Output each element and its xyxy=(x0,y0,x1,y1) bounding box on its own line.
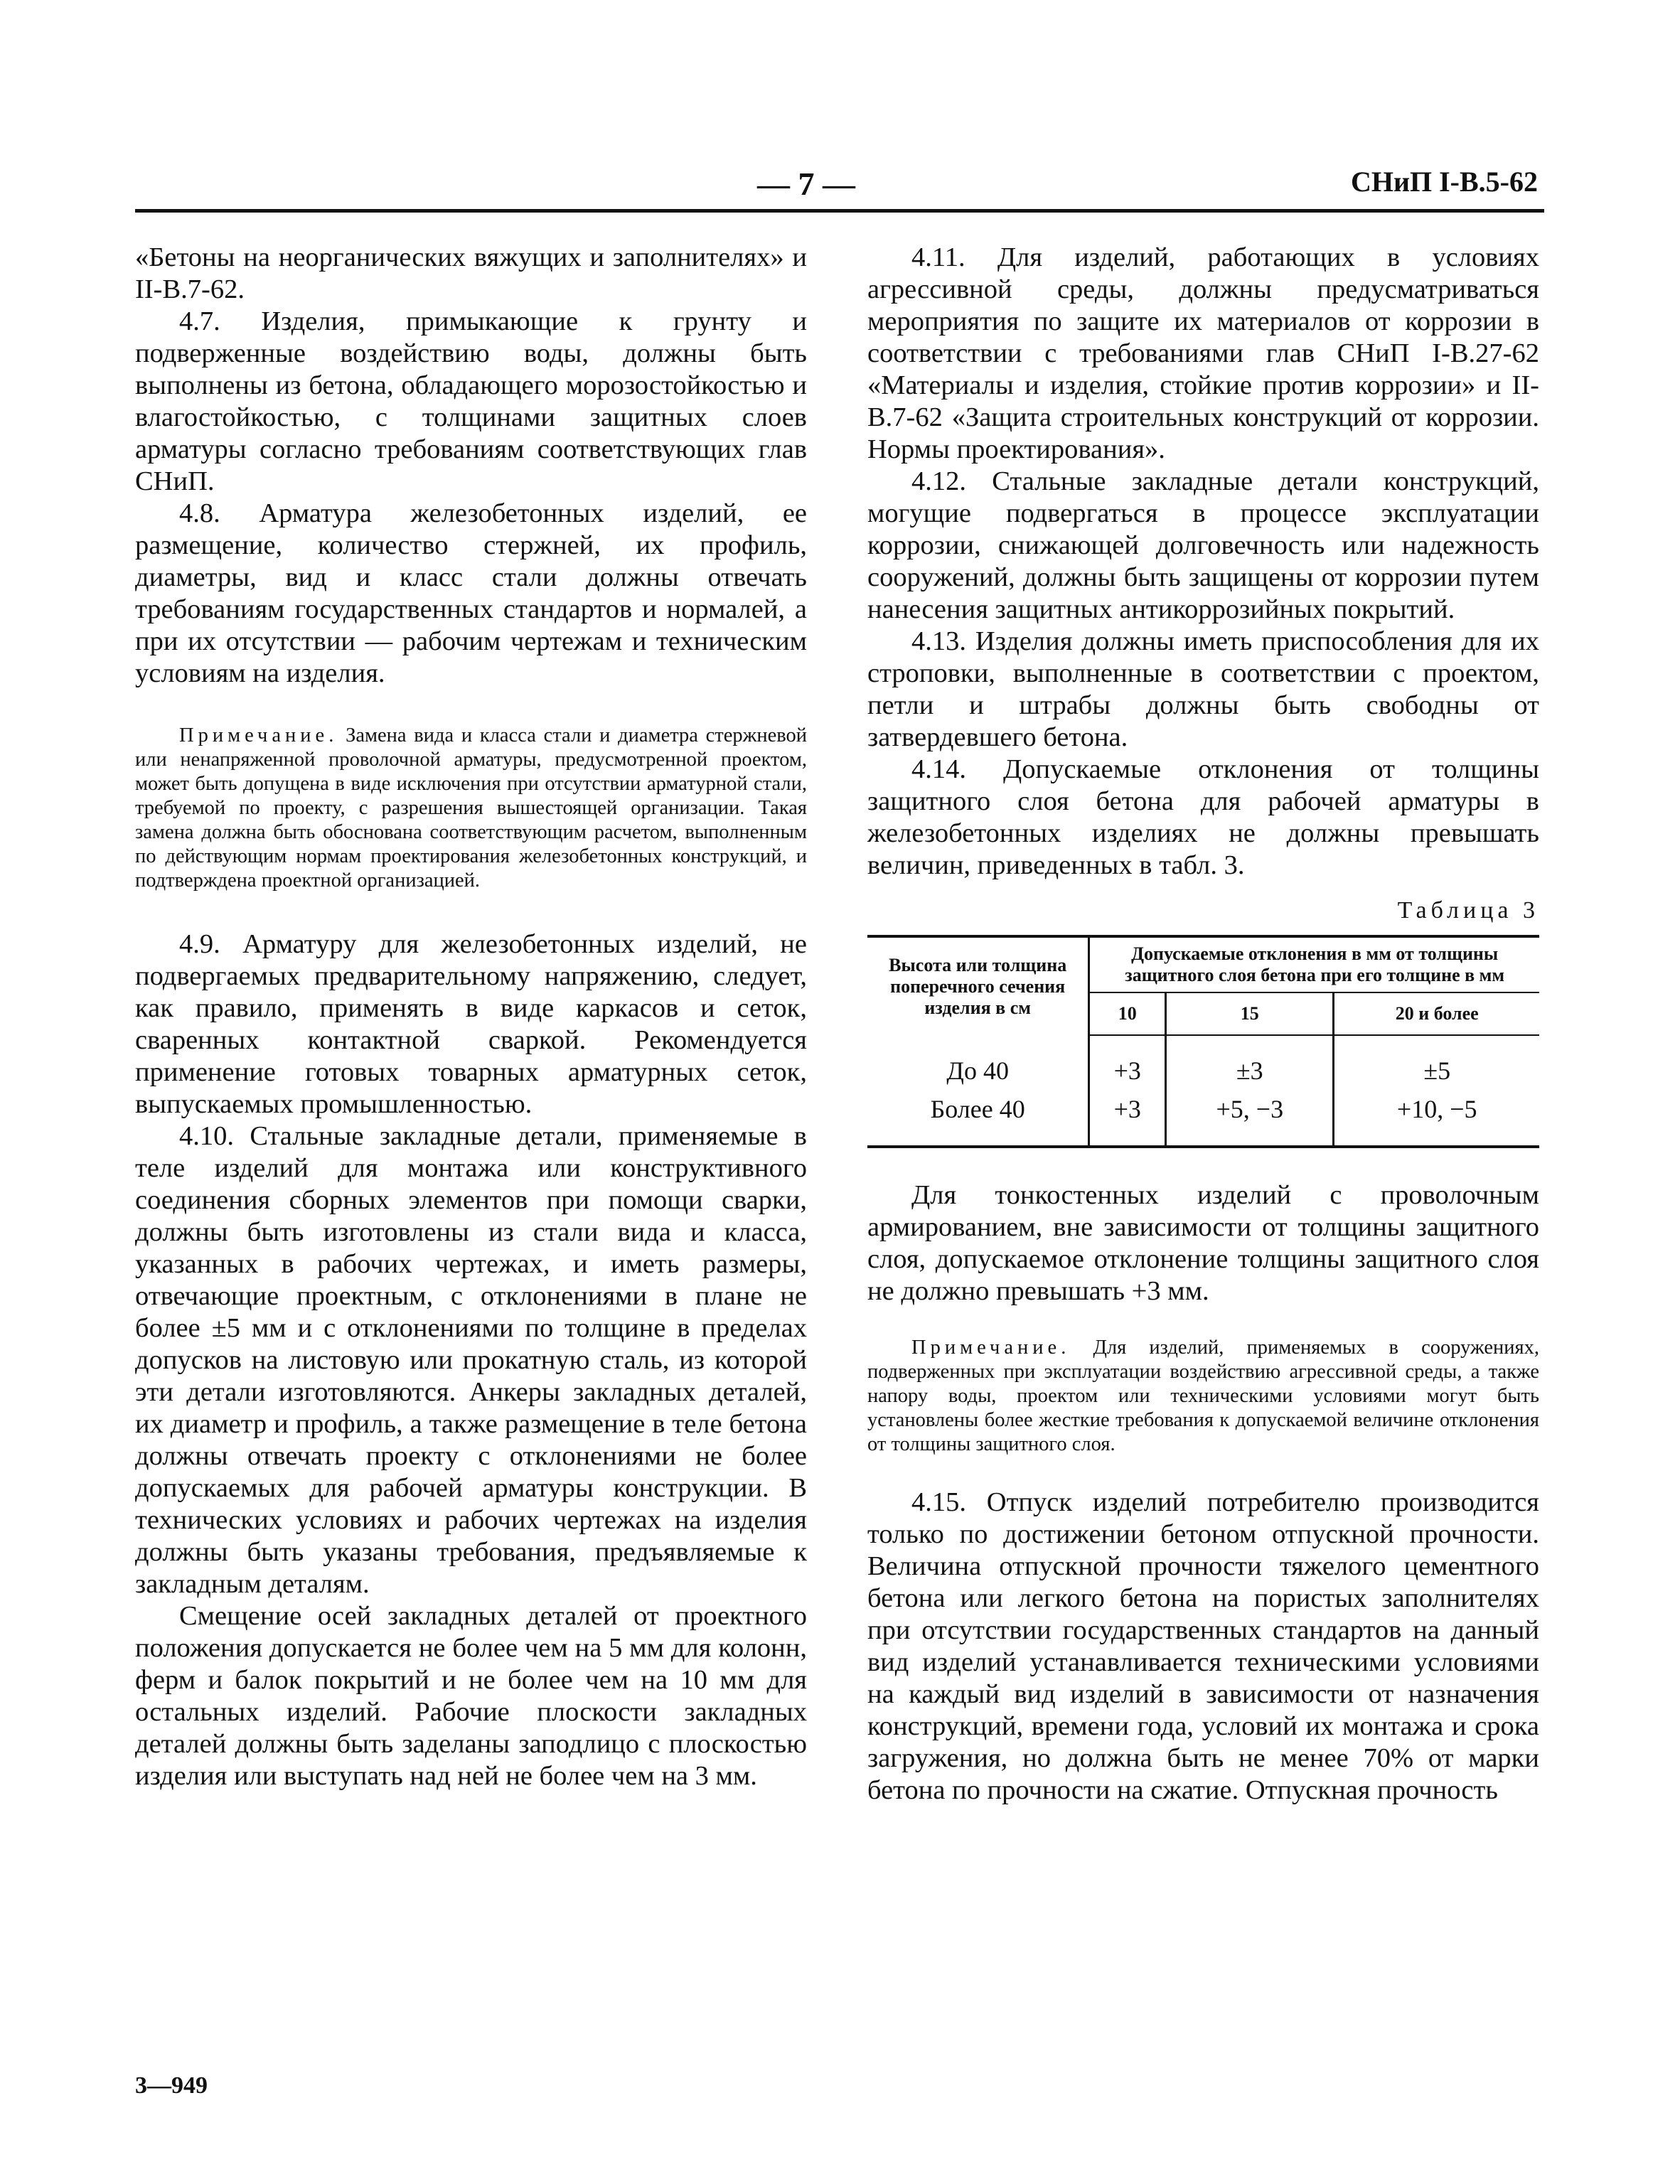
right-column xyxy=(867,242,1539,1806)
note-text: Для изделий, применяемых в сооружениях, подверженных при эксплуатации воздействию агрессивной среды, а также напору воды, проектом или техническими условиями могут быть установлены более жесткие требования к допускаемой величине отклонения от толщины защитного слоя. xyxy=(867,1337,1539,1455)
document-code: СНиП I-В.5-62 xyxy=(1350,166,1538,198)
paragraph-4-8: 4.8. Арматура железобетонных изделий, ее размещение, количество стержней, их профиль, диаметры, вид и класс стали должны отвечать требованиям государственных стандартов и нормалей, а при их отсутствии — рабочим чертежам и техническим условиям на изделия. xyxy=(135,498,807,688)
table-title: Таблица 3 xyxy=(1397,897,1539,924)
table-cell: +10, −5 xyxy=(1334,1090,1539,1147)
table-col-header: 10 xyxy=(1089,992,1166,1035)
paragraph-4-10: 4.10. Стальные закладные детали, применяемые в теле изделий для монтажа или конструктивного соединения сборных элементов при помощи сварки, должны быть изготовлены из стали вида и класса, указанных в рабочих чертежах, и иметь размеры, отвечающие проектным, с отклонениями в плане не более ±5 мм и с отклонениями по толщине в пределах допусков на листовую или прокатную сталь, из которой эти детали изготовляются. Анкеры закладных деталей, их диаметр и профиль, а также размещение в теле бетона должны отвечать проекту с отклонениями не более допускаемых для рабочей арматуры конструкции. В технических условиях и рабочих чертежах на изделия должны быть указаны требования, предъявляемые к закладным деталям. xyxy=(135,1121,807,1599)
paragraph-4-12: 4.12. Стальные закладные детали конструкций, могущие подвергаться в процессе эксплуатации коррозии, снижающей долговечность или надежность сооружений, должны быть защищены от коррозии путем нанесения защитных антикоррозийных покрытий. xyxy=(867,466,1539,624)
table-row-label: До 40 xyxy=(946,1056,1009,1085)
paragraph-embedded-offset: Смещение осей закладных деталей от проектного положения допускается не более чем на 5 мм для колонн, ферм и балок покрытий и не более чем на 10 мм для остальных изделий. Рабочие плоскости закладных деталей должны быть заделаны заподлицо с плоскостью изделия или выступать над ней не более чем на 3 мм. xyxy=(135,1601,807,1791)
paragraph-4-13: 4.13. Изделия должны иметь приспособления для их строповки, выполненные в соответствии с проектом, петли и штрабы должны быть свободны от затвердевшего бетона. xyxy=(867,626,1539,752)
table-row xyxy=(867,1090,1539,1147)
table-header-group: Допускаемые отклонения в мм от толщины защитного слоя бетона при его толщине в мм xyxy=(1089,936,1539,992)
note-heading: Примечание. xyxy=(911,1337,1071,1359)
note-reinforcement xyxy=(135,724,807,893)
table-col-header: 20 и более xyxy=(1334,992,1539,1035)
table-row-label: Более 40 xyxy=(930,1095,1025,1123)
header-rule xyxy=(135,209,1544,213)
note-text: Замена вида и класса стали и диаметра стержневой или ненапряженной проволочной арматуры, предусмотренной проектом, может быть допущена в виде исключения при отсутствии арматурной стали, требуемой по проекту, с разрешения вышестоящей организации. Такая замена должна быть обоснована соответствующим расчетом, выполненным по действующим нормам проектирования железобетонных конструкций, и подтверждена проектной организацией. xyxy=(135,724,808,892)
note-heading: Примечание. xyxy=(179,724,338,746)
table-col-header: 15 xyxy=(1166,992,1334,1035)
table-row xyxy=(867,1035,1539,1090)
table-cell: +3 xyxy=(1089,1090,1166,1147)
paragraph-4-7: 4.7. Изделия, примыкающие к грунту и подверженные воздействию воды, должны быть выполнены из бетона, обладающего морозостойкостью и влагостойкостью, с толщинами защитных слоев арматуры согласно требованиям соответствующих глав СНиП. xyxy=(135,306,807,496)
left-column xyxy=(135,242,807,1792)
footer-code: 3—949 xyxy=(135,2072,208,2099)
paragraph-4-15: 4.15. Отпуск изделий потребителю производится только по достижении бетоном отпускной прочности. Величина отпускной прочности тяжелого цементного бетона или легкого бетона на пористых заполнителях при отсутствии государственных стандартов на данный вид изделий устанавливается техническими условиями на каждый вид изделий в зависимости от назначения конструкций, времени года, условий их монтажа и срока загружения, но должна быть не менее 70% от марки бетона по прочности на сжатие. Отпускная прочность xyxy=(867,1487,1539,1805)
table-header-left: Высота или толщина поперечного сечения изделия в см xyxy=(889,954,1067,1018)
paragraph-continuation: «Бетоны на неорганических вяжущих и заполнителях» и II-В.7-62. xyxy=(135,242,807,304)
table-cell: +3 xyxy=(1089,1035,1166,1090)
tolerance-table xyxy=(867,935,1539,1148)
table-cell: ±5 xyxy=(1334,1035,1539,1090)
paragraph-4-9: 4.9. Арматуру для железобетонных изделий, не подвергаемых предварительному напряжению, следует, как правило, применять в виде каркасов и сеток, сваренных контактной сваркой. Рекомендуется применение готовых товарных арматурных сеток, выпускаемых промышленностью. xyxy=(135,929,807,1119)
table-cell: +5, −3 xyxy=(1166,1090,1334,1147)
note-aggressive-environment xyxy=(867,1336,1539,1457)
page-number: — 7 — xyxy=(757,166,855,202)
paragraph-4-11: 4.11. Для изделий, работающих в условиях агрессивной среды, должны предусматриваться мероприятия по защите их материалов от коррозии в соответствии с требованиями глав СНиП I-В.27-62 «Материалы и изделия, стойкие против коррозии» и II-В.7-62 «Защита строительных конструкций от коррозии. Нормы проектирования». xyxy=(867,242,1539,464)
table-cell: ±3 xyxy=(1166,1035,1334,1090)
paragraph-4-14: 4.14. Допускаемые отклонения от толщины защитного слоя бетона для рабочей арматуры в железобетонных изделиях не должны превышать величин, приведенных в табл. 3. xyxy=(867,754,1539,880)
paragraph-thin-walled: Для тонкостенных изделий с проволочным армированием, вне зависимости от толщины защитного слоя, допускаемое отклонение толщины защитного слоя не должно превышать +3 мм. xyxy=(867,1180,1539,1306)
